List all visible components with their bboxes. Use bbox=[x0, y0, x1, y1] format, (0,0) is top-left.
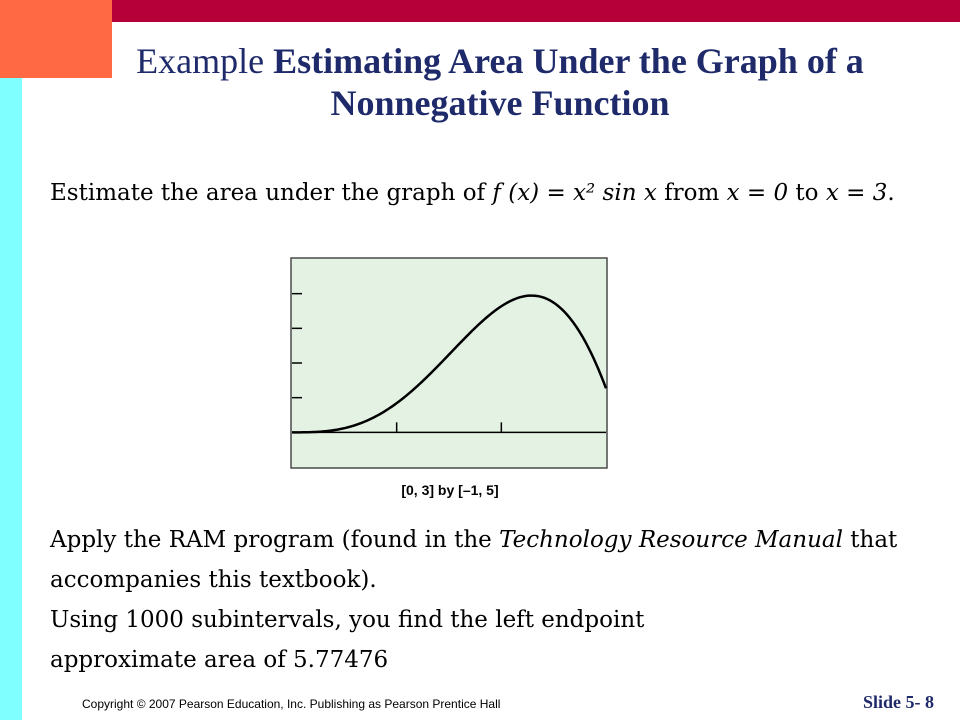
function-graph bbox=[290, 257, 608, 469]
slide-number: Slide 5- 8 bbox=[862, 692, 934, 712]
slide-title bbox=[120, 40, 880, 124]
body-line-3: Using 1000 subintervals, you find the left endpoint bbox=[50, 607, 645, 633]
plot-background bbox=[291, 258, 607, 468]
left-accent-bar bbox=[0, 78, 22, 720]
body-line-4: approximate area of 5.77476 bbox=[50, 647, 389, 673]
top-accent-bar bbox=[112, 0, 960, 22]
problem-fx: f (x) bbox=[492, 180, 540, 206]
title-bold: Estimating Area Under the Graph of a Nonnegative Function bbox=[273, 41, 864, 123]
graph-window-caption: [0, 3] by [–1, 5] bbox=[401, 482, 499, 498]
problem-x3: x = 3 bbox=[825, 180, 888, 206]
body-line-1a: Apply the RAM program (found in the bbox=[50, 527, 500, 553]
problem-expr: x² sin x bbox=[573, 180, 657, 206]
problem-text-1: Estimate the area under the graph of bbox=[50, 180, 493, 206]
body-line-1-italic: Technology Resource Manual bbox=[499, 527, 843, 553]
problem-text-4: to bbox=[788, 180, 826, 206]
problem-statement bbox=[50, 180, 895, 206]
corner-block bbox=[0, 0, 112, 78]
copyright-notice: Copyright © 2007 Pearson Education, Inc. Publishing as Pearson Prentice Hall bbox=[82, 697, 501, 711]
body-line-2: accompanies this textbook). bbox=[50, 567, 377, 593]
problem-text-2: = bbox=[539, 180, 574, 206]
title-prefix: Example bbox=[136, 41, 274, 81]
problem-text-5: . bbox=[887, 180, 895, 206]
problem-x0: x = 0 bbox=[726, 180, 789, 206]
body-line-1 bbox=[50, 527, 897, 553]
problem-text-3: from bbox=[656, 180, 727, 206]
body-line-1b: that bbox=[842, 527, 898, 553]
